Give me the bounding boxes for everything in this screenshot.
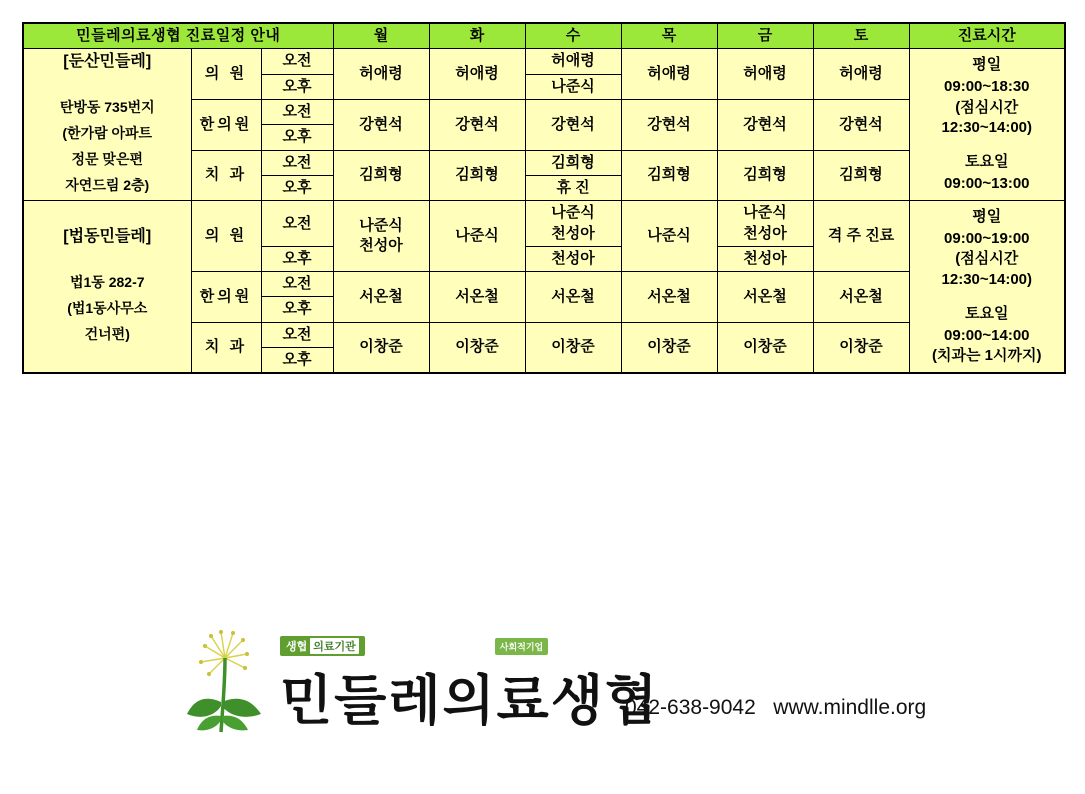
clinic-address-line-2: (한가람 아파트: [62, 124, 153, 141]
doctor-cell: 이창준: [333, 322, 429, 373]
ampm-afternoon: 오후: [261, 176, 333, 201]
ampm-afternoon: 오후: [261, 297, 333, 322]
doctor-cell: 허애령: [429, 49, 525, 100]
header-day-mon: 월: [333, 23, 429, 49]
footer: [0, 618, 1085, 794]
doctor-cell: 서온철: [813, 272, 909, 323]
clinic-address-line-1: 탄방동 735번지: [59, 98, 155, 115]
doctor-cell: 이창준: [621, 322, 717, 373]
doctor-cell: 나준식: [525, 74, 621, 99]
header-title: 민들레의료생협 진료일정 안내: [23, 23, 333, 49]
doctor-cell: 휴 진: [525, 176, 621, 201]
website-url[interactable]: www.mindlle.org: [773, 696, 927, 719]
doctor-cell: 서온철: [429, 272, 525, 323]
badge-medical-coop: [280, 636, 365, 656]
ampm-afternoon: 오후: [261, 125, 333, 150]
clinic-address-line-3: 정문 맞은편: [71, 150, 143, 167]
ampm-afternoon: 오후: [261, 74, 333, 99]
doctor-cell: 격 주 진료: [813, 201, 909, 272]
ampm-morning: 오전: [261, 201, 333, 247]
doctor-cell: 서온철: [621, 272, 717, 323]
hours-lunch-label: (점심시간: [955, 250, 1019, 268]
hours-lunch-label: (점심시간: [955, 98, 1019, 116]
clinic-address-line-1: 법1동 282-7: [69, 273, 145, 290]
clinic-address-line-2: (법1동사무소: [67, 299, 148, 316]
phone-number: 042-638-9042: [625, 696, 756, 719]
doctor-cell: 나준식 천성아: [717, 201, 813, 247]
ampm-afternoon: 오후: [261, 347, 333, 373]
clinic-address-line-3: 건너편): [84, 325, 130, 342]
doctor-cell: 서온철: [717, 272, 813, 323]
table-row: [23, 49, 1065, 74]
header-hours: 진료시간: [909, 23, 1065, 49]
table-header-row: [23, 23, 1065, 49]
hours-saturday-label: 토요일: [965, 304, 1009, 322]
doctor-cell: 강현석: [813, 99, 909, 150]
brand-name: 민들레의료생협: [280, 671, 660, 731]
doctor-cell: 김희형: [525, 150, 621, 176]
department-uiwon: 의 원: [191, 201, 261, 272]
hours-lunch-time: 12:30~14:00): [941, 118, 1033, 136]
doctor-cell: 나준식 천성아: [333, 201, 429, 272]
doctor-cell: 허애령: [717, 49, 813, 100]
doctor-cell: 허애령: [813, 49, 909, 100]
doctor-cell: 이창준: [429, 322, 525, 373]
ampm-morning: 오전: [261, 49, 333, 74]
doctor-cell: 김희형: [429, 150, 525, 201]
spacer: [913, 138, 1062, 152]
header-day-wed: 수: [525, 23, 621, 49]
doctor-cell: 서온철: [525, 272, 621, 323]
doctor-cell: 이창준: [813, 322, 909, 373]
doctor-cell: 허애령: [333, 49, 429, 100]
hours-weekday-time: 09:00~18:30: [944, 78, 1030, 96]
certification-badges: [280, 636, 548, 656]
department-hanuiwon: 한의원: [191, 272, 261, 323]
contact-line: [625, 696, 926, 720]
department-chigwa: 치 과: [191, 322, 261, 373]
header-day-sat: 토: [813, 23, 909, 49]
doctor-cell: 강현석: [717, 99, 813, 150]
hours-saturday-label: 토요일: [965, 153, 1009, 171]
header-day-tue: 화: [429, 23, 525, 49]
doctor-cell: 나준식 천성아: [525, 201, 621, 247]
department-hanuiwon: 한의원: [191, 99, 261, 150]
header-day-thu: 목: [621, 23, 717, 49]
department-uiwon: 의 원: [191, 49, 261, 100]
doctor-cell: 김희형: [621, 150, 717, 201]
doctor-cell: 이창준: [525, 322, 621, 373]
doctor-cell: 이창준: [717, 322, 813, 373]
clinic-address-line-4: 자연드림 2층): [65, 176, 150, 193]
hours-weekday-time: 09:00~19:00: [944, 230, 1030, 248]
department-chigwa: 치 과: [191, 150, 261, 201]
doctor-cell: 강현석: [333, 99, 429, 150]
hours-lunch-time: 12:30~14:00): [941, 270, 1033, 288]
hours-saturday-time: 09:00~14:00: [944, 327, 1030, 345]
hours-weekday-label: 평일: [972, 56, 1002, 74]
badge-primary-right: 의료기관: [310, 638, 359, 654]
doctor-cell: 서온철: [333, 272, 429, 323]
hours-dunsan: [909, 49, 1065, 201]
doctor-cell: 허애령: [621, 49, 717, 100]
ampm-morning: 오전: [261, 150, 333, 176]
dandelion-icon: [185, 628, 295, 738]
badge-social-enterprise: [495, 638, 548, 655]
logo-block: [185, 628, 927, 738]
doctor-cell: 나준식: [621, 201, 717, 272]
doctor-cell: 김희형: [813, 150, 909, 201]
schedule-sheet: [22, 22, 1064, 374]
ampm-morning: 오전: [261, 272, 333, 297]
table-row: [23, 201, 1065, 247]
doctor-cell: 허애령: [525, 49, 621, 74]
clinic-info-beopdong: [23, 201, 191, 373]
spacer: [913, 290, 1062, 304]
doctor-cell: 강현석: [621, 99, 717, 150]
ampm-morning: 오전: [261, 99, 333, 125]
doctor-cell: 강현석: [429, 99, 525, 150]
clinic-name: [법동민들레]: [63, 228, 152, 246]
ampm-morning: 오전: [261, 322, 333, 347]
clinic-name: [둔산민들레]: [63, 53, 152, 71]
badge-primary-left: 생협: [286, 641, 308, 653]
badge-secondary-label: 사회적기업: [499, 641, 544, 652]
clinic-info-dunsan: [23, 49, 191, 201]
doctor-cell: 천성아: [525, 246, 621, 271]
header-day-fri: 금: [717, 23, 813, 49]
doctor-cell: 나준식: [429, 201, 525, 272]
schedule-table: [22, 22, 1066, 374]
doctor-cell: 김희형: [333, 150, 429, 201]
hours-note: (치과는 1시까지): [932, 347, 1042, 365]
doctor-cell: 김희형: [717, 150, 813, 201]
ampm-afternoon: 오후: [261, 246, 333, 271]
doctor-cell: 강현석: [525, 99, 621, 150]
hours-weekday-label: 평일: [972, 207, 1002, 225]
doctor-cell: 천성아: [717, 246, 813, 271]
hours-saturday-time: 09:00~13:00: [944, 175, 1030, 193]
hours-beopdong: [909, 201, 1065, 373]
